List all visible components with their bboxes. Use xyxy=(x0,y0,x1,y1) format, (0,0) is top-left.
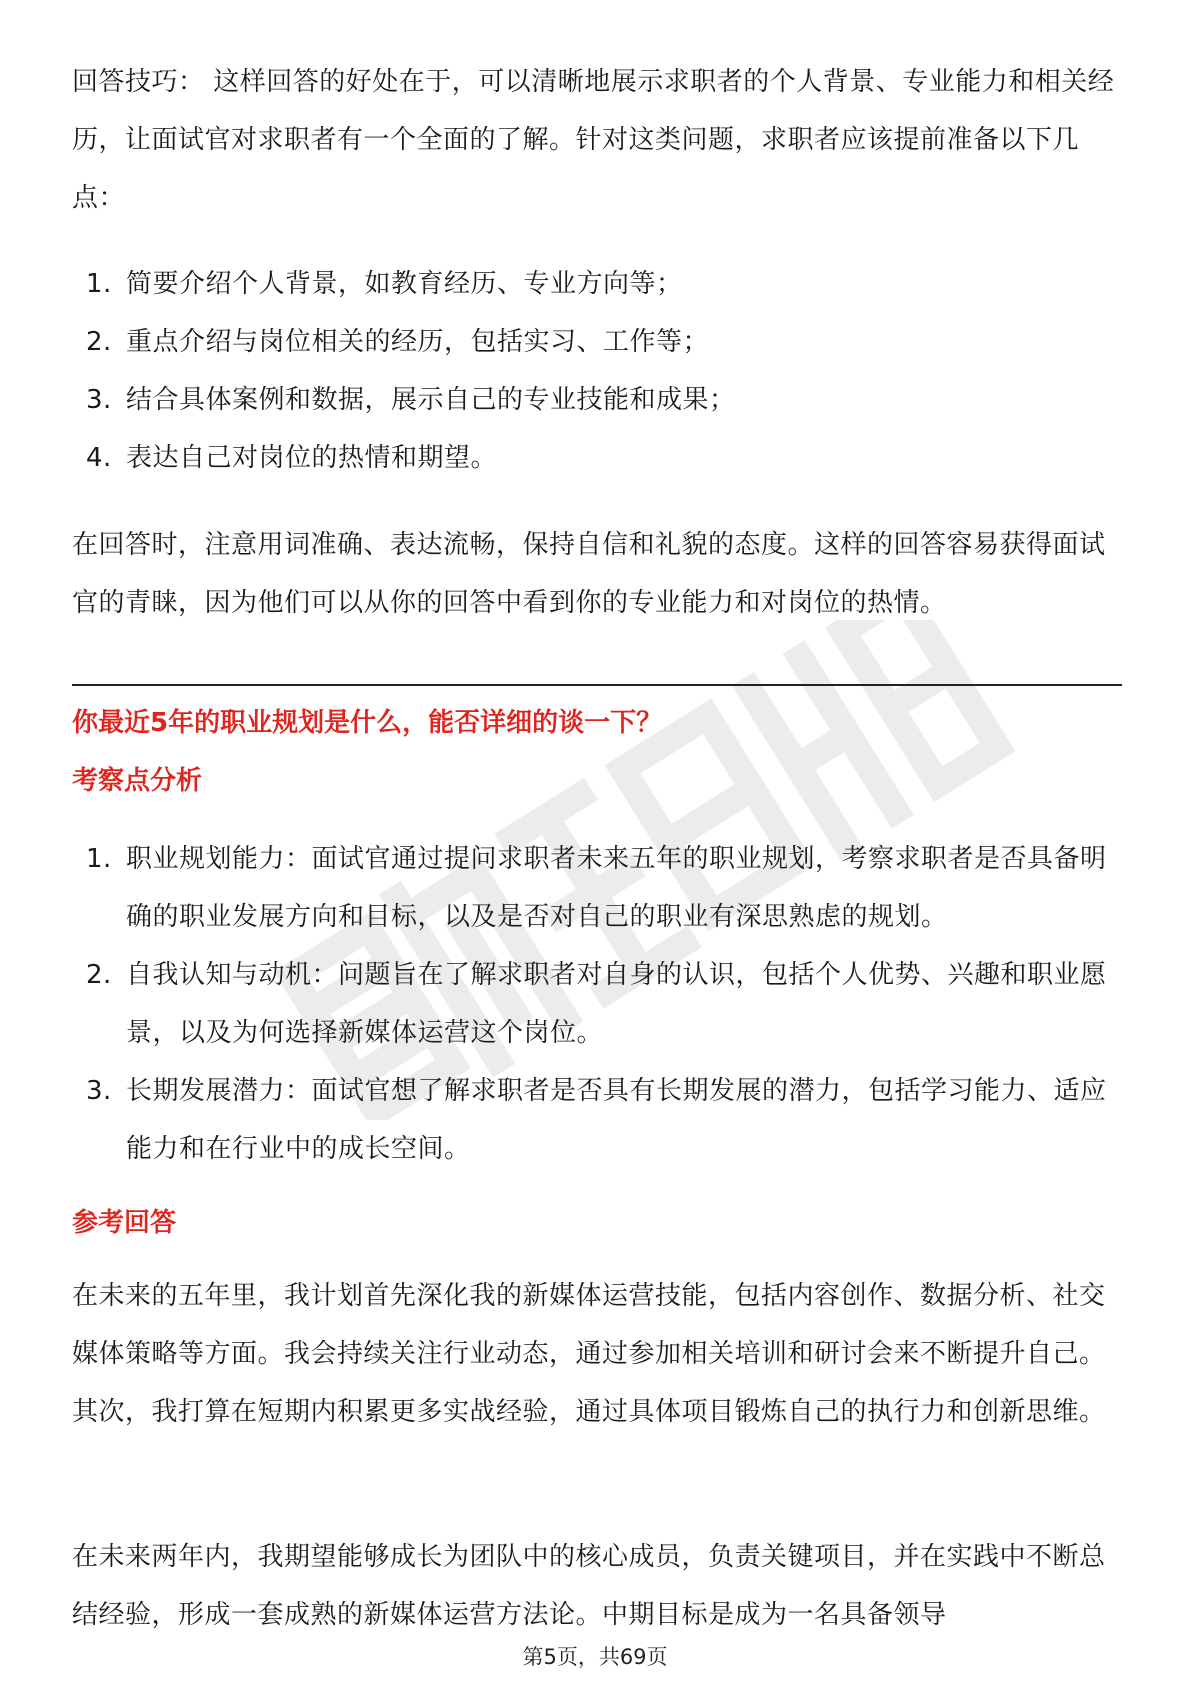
page-number: 第5页，共69页 xyxy=(522,1645,668,1669)
list-number: 4. xyxy=(86,443,112,473)
tips-list xyxy=(72,255,1122,487)
list-number: 3. xyxy=(86,385,112,415)
list-item-text: 长期发展潜力：面试官想了解求职者是否具有长期发展的潜力，包括学习能力、适应能力和在行业中的成长空间。 xyxy=(126,1076,1107,1164)
list-item-text: 重点介绍与岗位相关的经历，包括实习、工作等； xyxy=(126,327,710,357)
list-number: 1. xyxy=(86,844,112,874)
list-item xyxy=(72,255,1122,313)
list-item-text: 自我认知与动机：问题旨在了解求职者对自身的认识，包括个人优势、兴趣和职业愿景，以及为何选择新媒体运营这个岗位。 xyxy=(126,960,1107,1048)
answer-tips-paragraph: 回答技巧： 这样回答的好处在于，可以清晰地展示求职者的个人背景、专业能力和相关经历，让面试官对求职者有一个全面的了解。针对这类问题，求职者应该提前准备以下几点： xyxy=(72,67,1115,213)
list-item-text: 表达自己对岗位的热情和期望。 xyxy=(126,443,498,473)
list-item xyxy=(72,946,1122,1062)
section-divider xyxy=(72,684,1122,686)
list-item xyxy=(72,371,1122,429)
list-item xyxy=(72,313,1122,371)
list-item xyxy=(72,429,1122,487)
list-number: 2. xyxy=(86,960,112,990)
list-item-text: 职业规划能力：面试官通过提问求职者未来五年的职业规划，考察求职者是否具备明确的职业发展方向和目标，以及是否对自己的职业有深思熟虑的规划。 xyxy=(126,844,1107,932)
list-number: 2. xyxy=(86,327,112,357)
answer-paragraph: 在未来两年内，我期望能够成长为团队中的核心成员，负责关键项目，并在实践中不断总结经验，形成一套成熟的新媒体运营方法论。中期目标是成为一名具备领导 xyxy=(72,1542,1106,1630)
list-number: 1. xyxy=(86,269,112,299)
reference-answer-heading: 参考回答 xyxy=(72,1208,177,1238)
analysis-heading: 考察点分析 xyxy=(72,766,203,796)
analysis-list xyxy=(72,830,1122,1178)
question-heading: 你最近5年的职业规划是什么，能否详细的谈一下？ xyxy=(72,708,663,738)
list-number: 3. xyxy=(86,1076,112,1106)
closing-paragraph: 在回答时，注意用词准确、表达流畅，保持自信和礼貌的态度。这样的回答容易获得面试官的青睐，因为他们可以从你的回答中看到你的专业能力和对岗位的热情。 xyxy=(72,530,1106,618)
answer-paragraph: 在未来的五年里，我计划首先深化我的新媒体运营技能，包括内容创作、数据分析、社交媒体策略等方面。我会持续关注行业动态，通过参加相关培训和研讨会来不断提升自己。其次，我打算在短期内积累更多实战经验，通过具体项目锻炼自己的执行力和创新思维。 xyxy=(72,1281,1106,1427)
list-item xyxy=(72,830,1122,946)
list-item xyxy=(72,1062,1122,1178)
list-item-text: 简要介绍个人背景，如教育经历、专业方向等； xyxy=(126,269,683,299)
list-item-text: 结合具体案例和数据，展示自己的专业技能和成果； xyxy=(126,385,736,415)
